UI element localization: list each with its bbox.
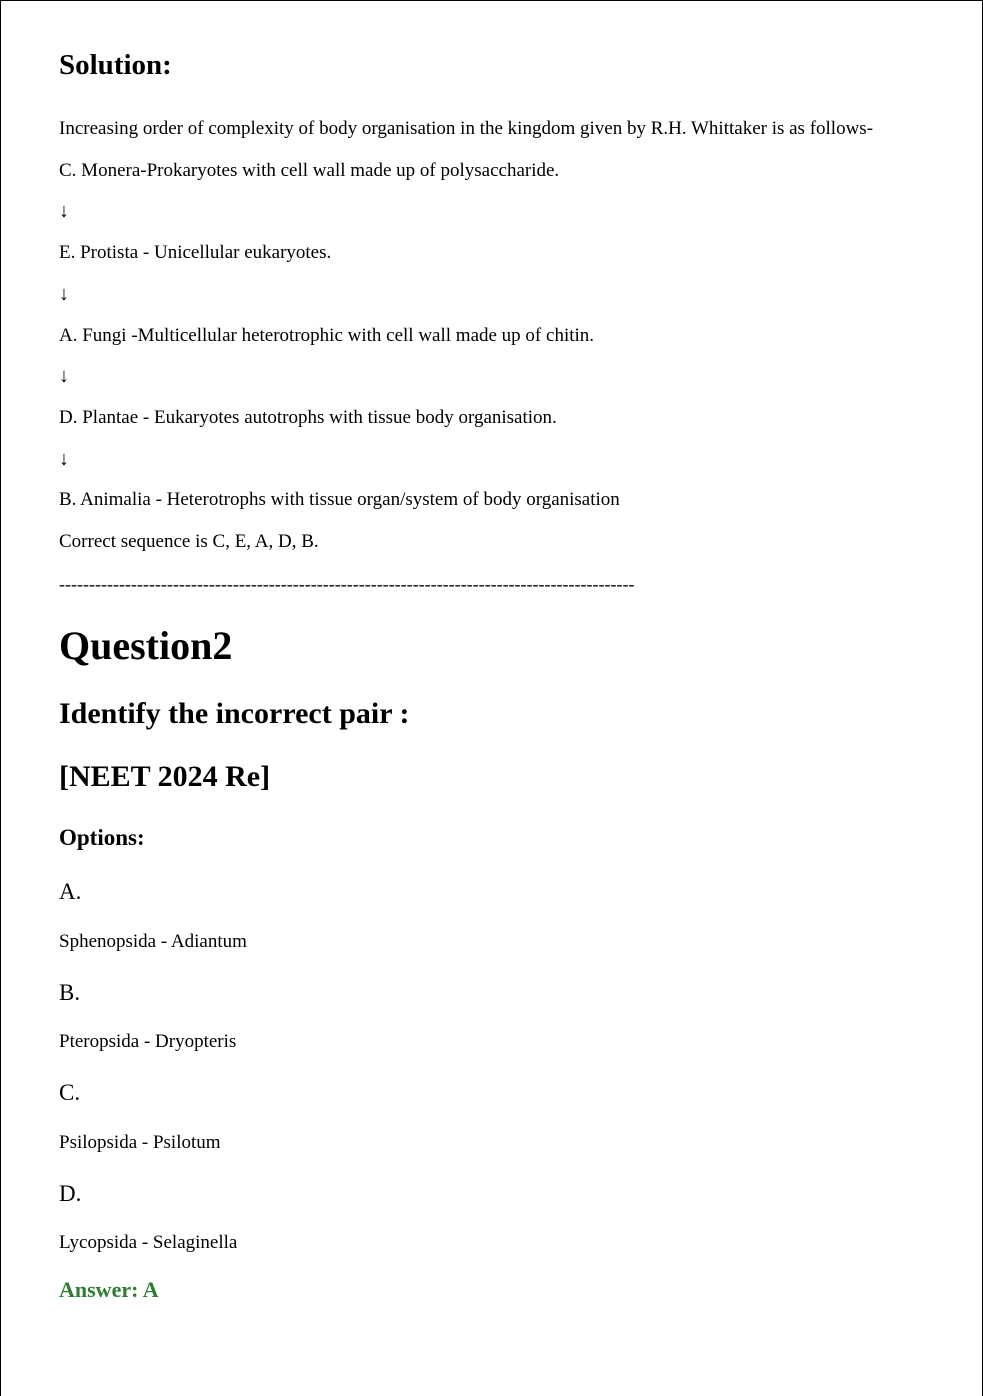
option-c-text: Psilopsida - Psilotum [59, 1132, 221, 1153]
section-divider: ------------------------------------------------------------------------------------------------ [59, 574, 635, 594]
solution-line-monera: C. Monera-Prokaryotes with cell wall made up of polysaccharide. [59, 160, 560, 181]
option-a-text: Sphenopsida - Adiantum [59, 931, 247, 952]
options-heading: Options: [59, 825, 145, 850]
solution-line-plantae: D. Plantae - Eukaryotes autotrophs with tissue body organisation. [59, 407, 557, 428]
question-source: [NEET 2024 Re] [59, 760, 271, 793]
question-title: Question2 [59, 623, 233, 668]
solution-intro: Increasing order of complexity of body organisation in the kingdom given by R.H. Whittaker is as follows- [59, 118, 874, 139]
option-c-letter: C. [59, 1080, 81, 1105]
answer-label: Answer: A [59, 1277, 159, 1302]
option-d-text: Lycopsida - Selaginella [59, 1232, 238, 1253]
solution-line-animalia: B. Animalia - Heterotrophs with tissue organ/system of body organisation [59, 489, 620, 510]
question-text: Identify the incorrect pair : [59, 697, 410, 730]
option-d-letter: D. [59, 1181, 82, 1206]
solution-heading: Solution: [59, 49, 172, 81]
down-arrow-icon: ↓ [59, 448, 69, 470]
down-arrow-icon: ↓ [59, 365, 69, 387]
down-arrow-icon: ↓ [59, 200, 69, 222]
solution-line-fungi: A. Fungi -Multicellular heterotrophic with cell wall made up of chitin. [59, 325, 595, 346]
solution-conclusion: Correct sequence is C, E, A, D, B. [59, 531, 319, 552]
down-arrow-icon: ↓ [59, 283, 69, 305]
option-b-letter: B. [59, 980, 81, 1005]
solution-line-protista: E. Protista - Unicellular eukaryotes. [59, 242, 332, 263]
option-a-letter: A. [59, 879, 82, 904]
option-b-text: Pteropsida - Dryopteris [59, 1031, 237, 1052]
